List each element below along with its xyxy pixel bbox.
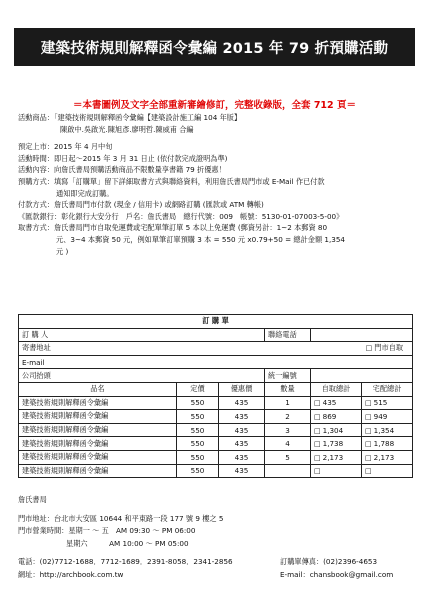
- web-row: [18, 569, 418, 582]
- company-field[interactable]: 公司抬頭: [19, 369, 265, 383]
- checkbox-icon: □: [365, 344, 373, 353]
- table-row: 建築技術規則解釋函令彙編 550 435 4 □ 1,738 □ 1,788: [19, 437, 413, 451]
- checkbox-icon: □: [314, 453, 321, 462]
- phone-field[interactable]: [311, 328, 413, 342]
- store-hours-saturday: 星期六 AM 10:00 ～ PM 05:00: [66, 538, 189, 548]
- info-content: 活動內容：向詹氏書局預購活動商品不限數量享書籍 79 折優惠！: [18, 165, 226, 175]
- delivery-total-option[interactable]: □ 1,788: [362, 437, 413, 451]
- self-total-option[interactable]: □ 1,738: [311, 437, 362, 451]
- store-name: 詹氏書局: [18, 495, 47, 504]
- delivery-total-option[interactable]: [362, 464, 413, 478]
- table-row: 建築技術規則解釋函令彙編 550 435 3 □ 1,304 □ 1,354: [19, 423, 413, 437]
- checkbox-icon: □: [365, 440, 372, 449]
- info-period: 活動時間：即日起～2015 年 3 月 31 日止 (依付款完成證明為準): [18, 153, 228, 163]
- promo-info: [18, 112, 418, 257]
- promo-banner: [14, 28, 415, 66]
- address-field[interactable]: 寄書地址 □ 門市自取: [19, 342, 413, 356]
- self-total-option[interactable]: □ 1,304: [311, 423, 362, 437]
- store-fax: 訂購單傳真：(02)2396-4653: [280, 557, 378, 567]
- info-authors: 陳啟中.吳啟光.陳旭彥.廖明哲.陳威甫 合編: [60, 124, 194, 134]
- checkbox-icon: □: [314, 426, 321, 435]
- checkbox-icon: □: [365, 426, 372, 435]
- table-row: 建築技術規則解釋函令彙編 550 435 1 □ 435 □ 515: [19, 396, 413, 410]
- header-name: 品名: [19, 382, 177, 396]
- tax-id-field[interactable]: [311, 369, 413, 383]
- self-pickup-option[interactable]: □ 門市自取: [365, 343, 404, 353]
- delivery-total-option[interactable]: □ 1,354: [362, 423, 413, 437]
- checkbox-icon: □: [314, 467, 321, 476]
- checkbox-icon: □: [314, 399, 321, 408]
- delivery-total-option[interactable]: □ 515: [362, 396, 413, 410]
- info-pickup: 取書方式：詹氏書局門市自取免運費或宅配單筆訂單 5 本以上免運費 (郵資另計：1~2 本郵資 80: [18, 223, 328, 233]
- self-total-option[interactable]: □ 435: [311, 396, 362, 410]
- self-total-option[interactable]: □ 869: [311, 410, 362, 424]
- table-row: 建築技術規則解釋函令彙編 550 435 5 □ 2,173 □ 2,173: [19, 450, 413, 464]
- contact-row: [18, 556, 418, 569]
- checkbox-icon: □: [365, 467, 372, 476]
- info-method-cont: 通知即完成訂購。: [56, 188, 114, 198]
- header-qty: 數量: [265, 382, 311, 396]
- checkbox-icon: □: [365, 453, 372, 462]
- table-row: 建築技術規則解釋函令彙編 550 435 2 □ 869 □ 949: [19, 410, 413, 424]
- info-published: 預定上市：2015 年 4 月中旬: [18, 142, 113, 152]
- info-payment: 付款方式：詹氏書局門市付款 (現金 / 信用卡) 或網路訂購 (匯款或 ATM 轉帳): [18, 200, 264, 210]
- email-field[interactable]: E-mail: [19, 355, 413, 369]
- checkbox-icon: □: [365, 399, 372, 408]
- store-website[interactable]: 網址：http://archbook.com.tw: [18, 569, 124, 579]
- store-email[interactable]: E-mail：chansbook@gmail.com: [280, 569, 394, 579]
- tax-id-label: 統一編號: [265, 369, 311, 383]
- info-pickup-end: 元 ): [56, 246, 69, 256]
- delivery-total-option[interactable]: □ 949: [362, 410, 413, 424]
- table-row: 建築技術規則解釋函令彙編 550 435 □ □: [19, 464, 413, 478]
- header-discount: 優惠價: [219, 382, 265, 396]
- order-form: [18, 314, 413, 478]
- checkbox-icon: □: [314, 412, 321, 421]
- header-self: 自取總計: [311, 382, 362, 396]
- phone-label: 聯絡電話: [265, 328, 311, 342]
- buyer-field[interactable]: 訂 購 人: [19, 328, 265, 342]
- checkbox-icon: □: [314, 440, 321, 449]
- promo-title: 建築技術規則解釋函令彙編 2015 年 79 折預購活動: [40, 40, 389, 57]
- info-pickup-cont: 元、3~4 本郵資 50 元，例如單筆訂單預購 3 本 = 550 元 x0.79+50 = 總計金額 1,354: [56, 234, 346, 244]
- info-method: 預購方式：填寫「訂購單」留下詳細取書方式與聯絡資料，利用詹氏書局門市或 E-Mail 作已付款: [18, 176, 325, 186]
- store-hours: 門市營業時間：星期一 ～ 五 AM 09:30 ～ PM 06:00: [18, 526, 196, 536]
- self-total-option[interactable]: □ 2,173: [311, 450, 362, 464]
- qty-input[interactable]: [265, 464, 311, 478]
- header-price: 定價: [177, 382, 219, 396]
- checkbox-icon: □: [365, 412, 372, 421]
- store-footer: [18, 494, 418, 582]
- delivery-total-option[interactable]: □ 2,173: [362, 450, 413, 464]
- header-delivery: 宅配總計: [362, 382, 413, 396]
- info-product: 活動商品：「建築技術規則解釋函令彙編【建築設計施工編 104 年版】: [18, 113, 242, 122]
- store-phone: 電話：(02)7712-1688．7712-1689．2391-8058．2341-2856: [18, 557, 233, 567]
- order-form-title: 訂 購 單: [19, 315, 413, 329]
- store-address: 門市地址：台北市大安區 10644 和平東路一段 177 號 9 樓之 5: [18, 513, 224, 523]
- info-bank: 《匯款銀行：彰化銀行大安分行 戶名：詹氏書局 總行代號：009 帳號：5130-01-07003-5-00》: [18, 211, 344, 221]
- self-total-option[interactable]: [311, 464, 362, 478]
- revision-notice: ＝本書圖例及文字全部重新審繪修訂，完整收錄版，全套 712 頁＝: [73, 100, 356, 111]
